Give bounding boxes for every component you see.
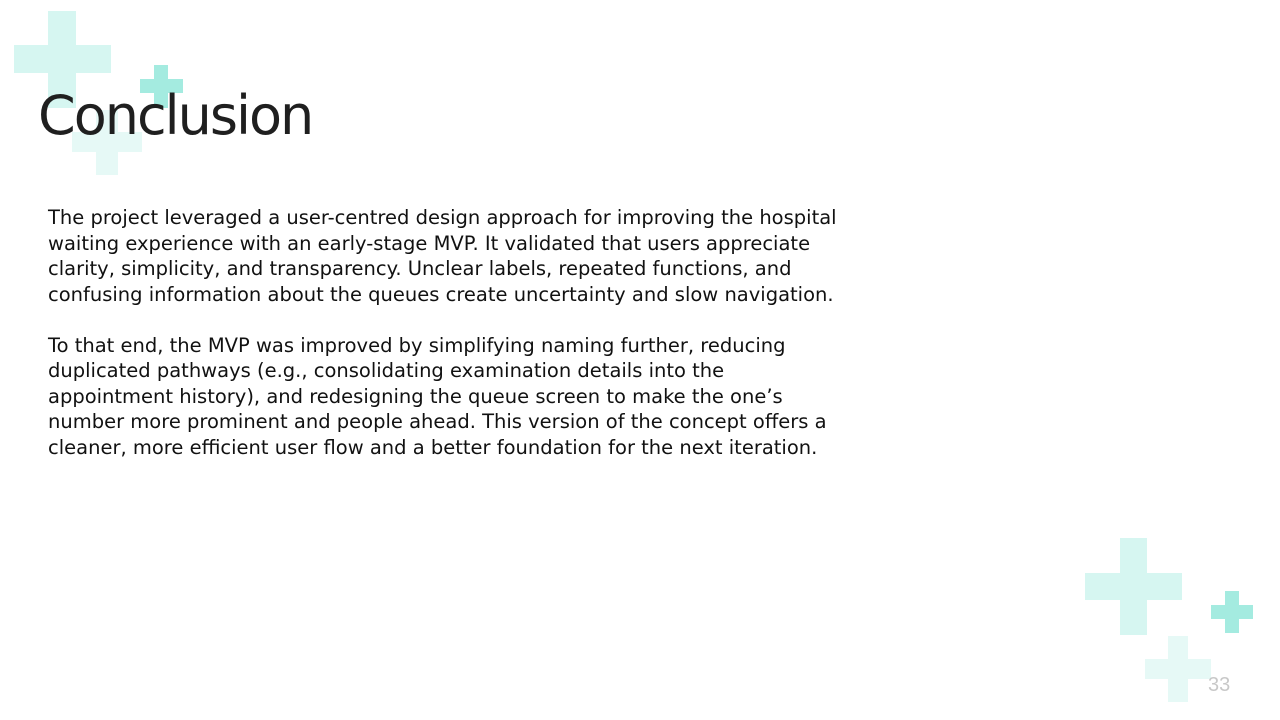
slide-title: Conclusion bbox=[38, 84, 313, 147]
paragraph: The project leveraged a user-centred design approach for improving the hospital waiting experience with an early-stage MVP. It validated that users appreciate clarity, simplicity, and transparency. Unclear labels, repeated functions, and confusing information about the queues create uncertainty and slow navigation. bbox=[48, 206, 837, 306]
plus-icon bbox=[1145, 636, 1211, 702]
body-text bbox=[48, 205, 848, 486]
plus-icon bbox=[1211, 591, 1253, 633]
paragraph: To that end, the MVP was improved by simplifying naming further, reducing duplicated pathways (e.g., consolidating examination details into the appointment history), and redesigning the queue screen to make the one’s number more prominent and people ahead. This version of the concept offers a cleaner, more efficient user flow and a better foundation for the next iteration. bbox=[48, 333, 827, 459]
plus-icon bbox=[1085, 538, 1182, 635]
page-number: 33 bbox=[1208, 674, 1231, 696]
